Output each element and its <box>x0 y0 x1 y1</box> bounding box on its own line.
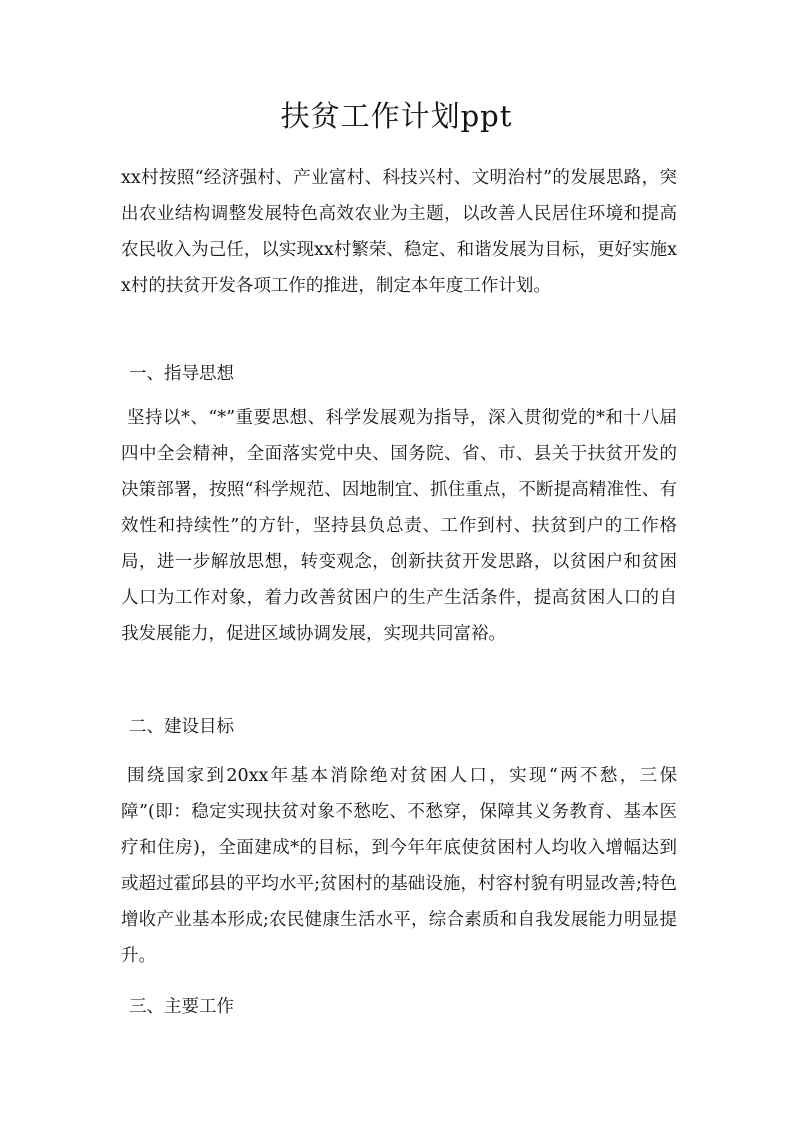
document-title: 扶贫工作计划ppt <box>280 99 513 133</box>
section-body-guiding-thought: 坚持以*、“*”重要思想、科学发展观为指导，深入贯彻党的*和十八届四中全会精神，全面落实党中央、国务院、省、市、县关于扶贫开发的决策部署，按照“科学规范、因地制宜、抓住重点，不断提高精准性、有效性和持续性”的方针，坚持县负总责、工作到村、扶贫到户的工作格局，进一步解放思想，转变观念，创新扶贫开发思路，以贫困户和贫困人口为工作对象，着力改善贫困户的生产生活条件，提高贫困人口的自我发展能力，促进区域协调发展，实现共同富裕。 <box>121 408 677 644</box>
intro-paragraph: xx村按照“经济强村、产业富村、科技兴村、文明治村”的发展思路，突出农业结构调整发展特色高效农业为主题，以改善人民居住环境和提高农民收入为己任，以实现xx村繁荣、稳定、和谐发展为目标，更好实施xx村的扶贫开发各项工作的推进，制定本年度工作计划。 <box>121 168 677 296</box>
section-body-construction-goals: 围绕国家到20xx年基本消除绝对贫困人口，实现“两不愁，三保障”(即：稳定实现扶贫对象不愁吃、不愁穿，保障其义务教育、基本医疗和住房)，全面建成*的目标，到今年年底使贫困村人均收入增幅达到或超过霍邱县的平均水平;贫困村的基础设施，村容村貌有明显改善;特色增收产业基本形成;农民健康生活水平，综合素质和自我发展能力明显提升。 <box>121 766 677 966</box>
section-heading-guiding-thought: 一、指导思想 <box>129 364 234 384</box>
section-heading-main-work: 三、主要工作 <box>129 997 234 1017</box>
section-heading-construction-goals: 二、建设目标 <box>129 717 234 737</box>
